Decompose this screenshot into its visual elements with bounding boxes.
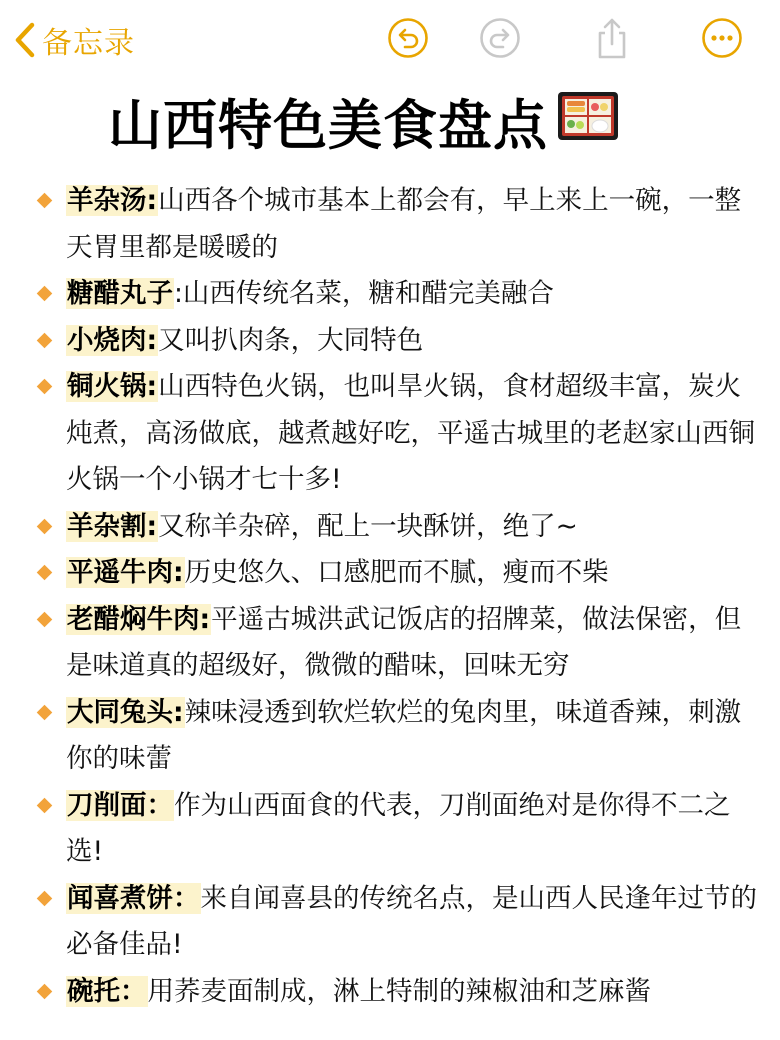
bento-box-icon (556, 86, 620, 157)
chevron-left-icon (14, 22, 36, 58)
list-item (36, 597, 766, 690)
food-name: 老醋焖牛肉: (67, 603, 211, 635)
list-item (36, 504, 766, 551)
diamond-bullet-icon (37, 379, 53, 395)
share-icon (592, 16, 632, 64)
food-description: 历史悠久、口感肥而不腻，瘦而不柴 (184, 557, 609, 588)
food-name: 铜火锅: (67, 371, 158, 402)
diamond-bullet-icon (37, 890, 53, 906)
list-item (36, 271, 766, 318)
diamond-bullet-icon (37, 797, 53, 813)
food-name: 小烧肉: (67, 324, 158, 356)
note-title-text: 山西特色美食盘点 (108, 93, 548, 157)
food-description: :山西传统名菜，糖和醋完美融合 (174, 278, 554, 309)
food-name: 闻喜煮饼： (67, 882, 200, 914)
food-description: 作为山西面食的代表，刀削面绝对是你得不二之选! (66, 789, 731, 867)
diamond-bullet-icon (37, 193, 53, 209)
back-label: 备忘录 (42, 26, 135, 61)
list-item (36, 783, 766, 876)
food-name: 羊杂割: (67, 510, 158, 542)
diamond-bullet-icon (37, 611, 53, 627)
list-item (36, 969, 766, 1016)
list-item (36, 178, 766, 271)
list-item (36, 550, 766, 597)
more-icon (701, 17, 743, 63)
diamond-bullet-icon (37, 332, 53, 348)
food-description: 平遥古城洪武记饭店的招牌菜，做法保密，但是味道真的超级好，微微的醋味，回味无穷 (66, 603, 742, 681)
food-name: 刀削面： (67, 789, 173, 821)
food-description: 用荞麦面制成，淋上特制的辣椒油和芝麻酱 (147, 975, 651, 1007)
food-description: 辣味浸透到软烂软烂的兔肉里，味道香辣，刺激你的味蕾 (66, 696, 742, 774)
list-item (36, 364, 766, 504)
redo-button[interactable] (478, 18, 522, 62)
undo-button[interactable] (386, 18, 430, 62)
diamond-bullet-icon (37, 565, 53, 581)
food-name: 平遥牛肉: (67, 557, 184, 588)
list-item (36, 876, 766, 969)
list-item (36, 318, 766, 365)
diamond-bullet-icon (37, 518, 53, 534)
diamond-bullet-icon (37, 704, 53, 720)
food-description: 又称羊杂碎，配上一块酥饼，绝了~ (158, 510, 578, 542)
note-body[interactable] (36, 178, 766, 1015)
food-name: 糖醋丸子 (67, 278, 173, 309)
toolbar (0, 0, 780, 82)
back-button[interactable] (14, 18, 135, 62)
note-title[interactable] (108, 86, 620, 156)
share-button[interactable] (590, 18, 634, 62)
food-description: 山西各个城市基本上都会有，早上来上一碗，一整天胃里都是暖暖的 (66, 185, 742, 263)
diamond-bullet-icon (37, 286, 53, 302)
more-button[interactable] (700, 18, 744, 62)
food-name: 大同兔头: (67, 696, 184, 728)
list-item (36, 690, 766, 783)
redo-icon (479, 17, 521, 63)
food-description: 来自闻喜县的传统名点，是山西人民逢年过节的必备佳品! (66, 882, 757, 960)
food-name: 碗托： (67, 975, 147, 1007)
undo-icon (387, 17, 429, 63)
food-name: 羊杂汤: (67, 185, 158, 216)
diamond-bullet-icon (37, 983, 53, 999)
food-description: 又叫扒肉条，大同特色 (158, 324, 424, 356)
food-description: 山西特色火锅，也叫旱火锅，食材超级丰富，炭火炖煮，高汤做底，越煮越好吃，平遥古城里的老赵家山西铜火锅一个小锅才七十多! (66, 371, 755, 495)
